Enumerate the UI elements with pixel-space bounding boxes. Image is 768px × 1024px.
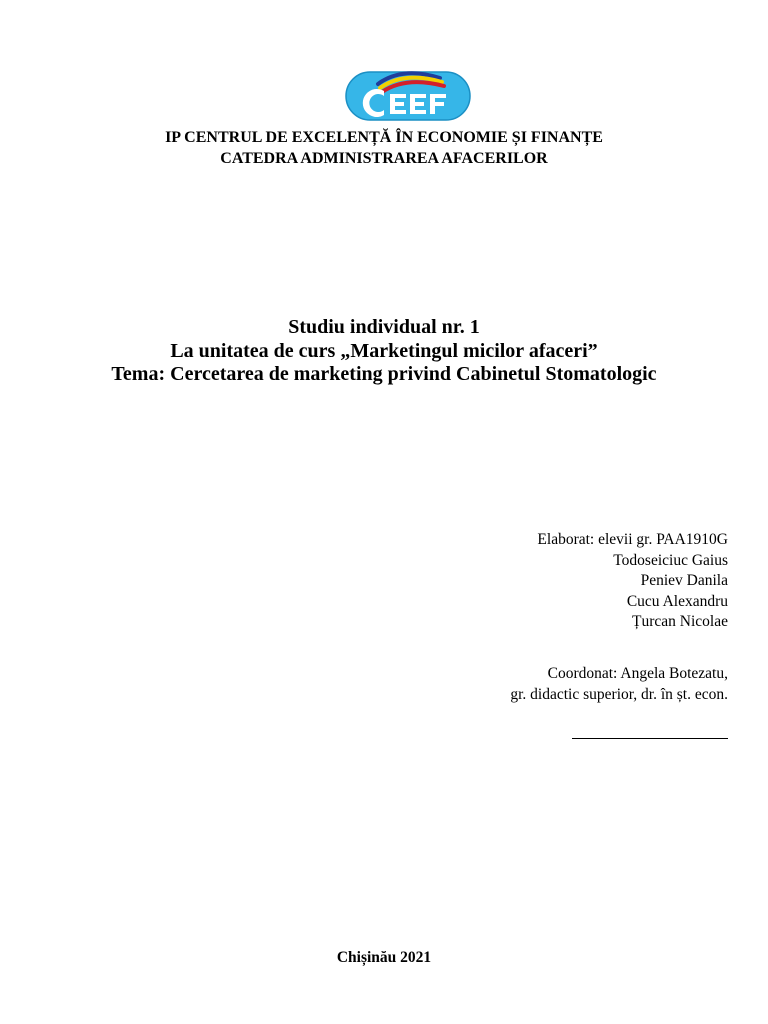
authors-block bbox=[537, 530, 728, 633]
topic-title: Tema: Cercetarea de marketing privind Cabinetul Stomatologic bbox=[111, 363, 657, 385]
coordinator-block bbox=[510, 664, 728, 705]
author-name: Cucu Alexandru bbox=[626, 592, 728, 610]
study-title: Studiu individual nr. 1 bbox=[288, 316, 480, 338]
author-name: Peniev Danila bbox=[640, 572, 728, 589]
title-block bbox=[0, 316, 768, 387]
institution-name: IP CENTRUL DE EXCELENȚĂ ÎN ECONOMIE ȘI FINANȚE bbox=[165, 129, 603, 146]
department-name: CATEDRA ADMINISTRAREA AFACERILOR bbox=[220, 150, 548, 167]
signature-line bbox=[572, 738, 728, 739]
coordinator-title: gr. didactic superior, dr. în șt. econ. bbox=[510, 685, 728, 703]
ceef-logo-image bbox=[344, 64, 472, 124]
author-name: Țurcan Nicolae bbox=[632, 613, 728, 630]
coordinator-name: Coordonat: Angela Botezatu, bbox=[547, 665, 728, 682]
authors-heading: Elaborat: elevii gr. PAA1910G bbox=[537, 531, 728, 548]
ceef-logo bbox=[344, 64, 472, 124]
course-unit-title: La unitatea de curs „Marketingul micilor afaceri” bbox=[170, 339, 598, 362]
city-year: Chișinău 2021 bbox=[336, 949, 432, 966]
author-name: Todoseiciuc Gaius bbox=[613, 551, 728, 569]
